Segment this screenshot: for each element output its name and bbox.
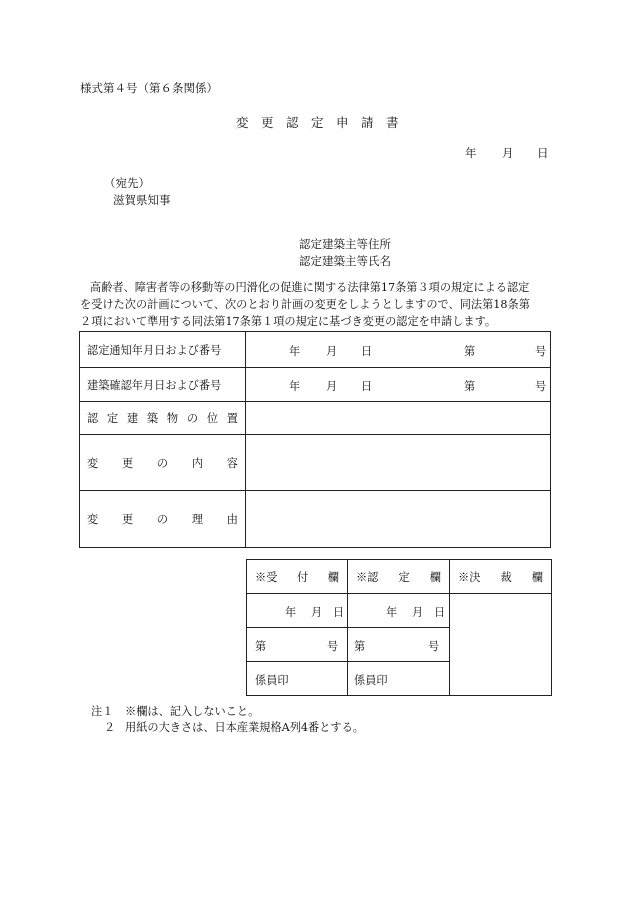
staff-stamp-label: 係員印 bbox=[354, 674, 388, 687]
note-number: ２ bbox=[104, 721, 116, 734]
label-char: 築 bbox=[146, 412, 159, 425]
note-number: 注１ bbox=[91, 705, 114, 718]
note-text: ※欄は、記入しないこと。 bbox=[125, 705, 260, 718]
day-label: 日 bbox=[434, 606, 446, 619]
asterisk-mark: ※ bbox=[458, 570, 470, 584]
number-prefix: 第 bbox=[464, 380, 476, 393]
building-confirmation-field[interactable] bbox=[246, 368, 551, 402]
label-char: 由 bbox=[226, 513, 238, 526]
approval-field[interactable] bbox=[450, 594, 552, 696]
label-char: の bbox=[156, 456, 169, 470]
number-suffix: 号 bbox=[535, 345, 547, 358]
title-char: 変 bbox=[236, 115, 249, 130]
label-char: 変 bbox=[87, 513, 99, 526]
addressee-name: 滋賀県知事 bbox=[113, 193, 171, 207]
certification-date-field[interactable] bbox=[348, 594, 450, 628]
reception-stamp-field[interactable] bbox=[247, 662, 348, 696]
staff-stamp-label: 係員印 bbox=[255, 674, 289, 687]
month-label: 月 bbox=[326, 380, 338, 393]
month-label: 月 bbox=[311, 606, 323, 619]
addressee-prefix: （宛先） bbox=[104, 176, 150, 190]
form-number: 様式第４号（第６条関係） bbox=[80, 81, 218, 95]
label-char: 内 bbox=[191, 456, 204, 470]
note-text: 用紙の大きさは、日本産業規格A列4番とする。 bbox=[125, 721, 364, 734]
header-char bbox=[255, 569, 277, 585]
certification-notice-field[interactable] bbox=[246, 332, 551, 368]
body-line: を受けた次の計画について、次のとおり計画の変更をしようとしますので、同法第18条第 bbox=[80, 298, 530, 311]
application-table bbox=[79, 331, 551, 548]
label-char: 更 bbox=[121, 456, 134, 470]
table-row bbox=[80, 491, 551, 548]
date-day-label: 日 bbox=[537, 146, 549, 160]
label-char: 更 bbox=[121, 513, 134, 526]
header-char: 欄 bbox=[429, 570, 441, 584]
year-label: 年 bbox=[289, 345, 301, 358]
year-label: 年 bbox=[285, 606, 297, 619]
certification-header bbox=[348, 560, 450, 594]
building-location-field[interactable] bbox=[246, 402, 551, 435]
asterisk-mark: ※ bbox=[356, 570, 368, 584]
date-month-label: 月 bbox=[502, 146, 514, 160]
label-char: 物 bbox=[166, 412, 179, 425]
header-char bbox=[458, 569, 480, 585]
header-char: 欄 bbox=[327, 570, 339, 584]
building-confirmation-label: 建築確認年月日および番号 bbox=[87, 378, 222, 392]
title-char: 請 bbox=[361, 115, 374, 130]
building-location-label bbox=[80, 402, 246, 435]
day-label: 日 bbox=[361, 345, 373, 358]
header-char: 裁 bbox=[500, 570, 512, 584]
header-char: 受 bbox=[266, 570, 278, 584]
change-reason-label bbox=[80, 491, 246, 548]
number-suffix: 号 bbox=[535, 380, 547, 393]
header-char: 決 bbox=[469, 570, 481, 584]
label-char: 位 bbox=[206, 412, 219, 425]
asterisk-mark: ※ bbox=[255, 570, 267, 584]
label-char: 理 bbox=[191, 513, 204, 526]
header-char bbox=[356, 569, 378, 585]
label-char: 建 bbox=[126, 412, 139, 425]
table-row bbox=[247, 560, 552, 594]
table-row bbox=[80, 435, 551, 491]
header-char: 認 bbox=[367, 570, 379, 584]
date-year-label: 年 bbox=[465, 146, 477, 160]
change-reason-field[interactable] bbox=[246, 491, 551, 548]
label-char: 定 bbox=[106, 412, 119, 425]
title-char: 認 bbox=[286, 115, 299, 130]
title-char: 書 bbox=[386, 115, 399, 130]
applicant-name-label: 認定建築主等氏名 bbox=[299, 254, 391, 268]
header-char: 付 bbox=[297, 570, 309, 584]
certification-notice-label: 認定通知年月日および番号 bbox=[87, 343, 222, 357]
number-prefix: 第 bbox=[255, 640, 267, 653]
applicant-address-label: 認定建築主等住所 bbox=[299, 237, 391, 251]
label-char: の bbox=[186, 412, 199, 425]
reception-date-field[interactable] bbox=[247, 594, 348, 628]
year-label: 年 bbox=[289, 380, 301, 393]
row-label bbox=[80, 368, 246, 402]
row-label bbox=[80, 332, 246, 368]
header-char: 欄 bbox=[531, 570, 543, 584]
day-label: 日 bbox=[333, 606, 345, 619]
table-row bbox=[80, 332, 551, 368]
number-suffix: 号 bbox=[428, 640, 440, 653]
day-label: 日 bbox=[361, 380, 373, 393]
title-char: 申 bbox=[336, 115, 349, 130]
approval-header bbox=[450, 560, 552, 594]
number-suffix: 号 bbox=[327, 640, 339, 653]
year-label: 年 bbox=[386, 606, 398, 619]
label-char: 認 bbox=[87, 412, 99, 425]
label-char: 変 bbox=[87, 456, 99, 470]
title-char: 定 bbox=[311, 115, 324, 130]
table-row bbox=[80, 402, 551, 435]
label-char: 容 bbox=[226, 456, 238, 470]
body-line: 高齢者、障害者等の移動等の円滑化の促進に関する法律第17条第３項の規定による認定 bbox=[90, 281, 530, 294]
change-content-field[interactable] bbox=[246, 435, 551, 491]
reception-header bbox=[247, 560, 348, 594]
reception-number-field[interactable] bbox=[247, 628, 348, 662]
number-prefix: 第 bbox=[464, 345, 476, 358]
change-content-label bbox=[80, 435, 246, 491]
table-row bbox=[80, 368, 551, 402]
month-label: 月 bbox=[326, 345, 338, 358]
certification-stamp-field[interactable] bbox=[348, 662, 450, 696]
table-row bbox=[247, 594, 552, 628]
office-use-table bbox=[246, 559, 552, 696]
number-prefix: 第 bbox=[354, 640, 366, 653]
certification-number-field[interactable] bbox=[348, 628, 450, 662]
label-char: 置 bbox=[226, 412, 238, 425]
title-char: 更 bbox=[261, 115, 274, 130]
header-char: 定 bbox=[398, 570, 410, 584]
month-label: 月 bbox=[412, 606, 424, 619]
body-line: ２項において準用する同法第17条第１項の規定に基づき変更の認定を申請します。 bbox=[80, 315, 497, 328]
label-char: の bbox=[156, 513, 169, 526]
